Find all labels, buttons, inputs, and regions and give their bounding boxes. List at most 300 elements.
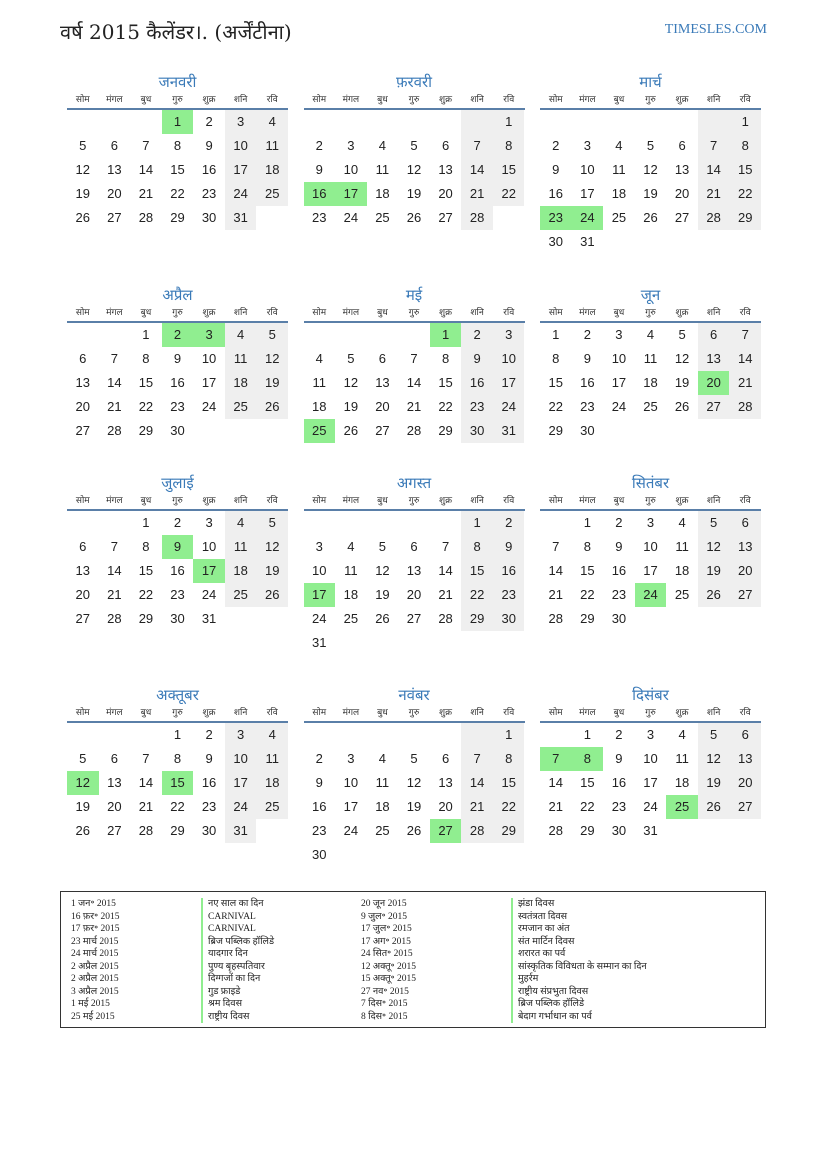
day-cell[interactable]: 20 (406, 587, 422, 602)
day-cell[interactable]: 29 (729, 206, 761, 230)
day-cell[interactable]: 22 (138, 399, 154, 414)
day-cell[interactable]: 8 (441, 351, 450, 366)
day-cell[interactable]: 18 (225, 559, 257, 583)
day-cell[interactable]: 1 (430, 323, 462, 347)
day-cell[interactable]: 30 (312, 847, 327, 862)
day-cell[interactable]: 1 (162, 110, 194, 134)
day-cell[interactable]: 8 (493, 134, 525, 158)
day-cell[interactable]: 28 (548, 611, 564, 626)
day-cell[interactable]: 19 (406, 799, 422, 814)
day-cell[interactable]: 11 (225, 347, 257, 371)
day-cell[interactable]: 11 (256, 747, 288, 771)
day-cell[interactable]: 23 (201, 186, 217, 201)
day-cell[interactable]: 20 (75, 587, 91, 602)
day-cell[interactable]: 28 (461, 206, 493, 230)
day-cell[interactable]: 16 (201, 775, 217, 790)
day-cell[interactable]: 4 (378, 138, 387, 153)
day-cell[interactable]: 23 (312, 210, 327, 225)
day-cell[interactable]: 18 (312, 399, 327, 414)
day-cell[interactable]: 24 (343, 210, 359, 225)
day-cell[interactable]: 28 (438, 611, 453, 626)
day-cell[interactable]: 14 (438, 563, 453, 578)
day-cell[interactable]: 8 (729, 134, 761, 158)
day-cell[interactable]: 13 (107, 162, 122, 177)
day-cell[interactable]: 10 (312, 563, 327, 578)
day-cell[interactable]: 17 (580, 186, 595, 201)
day-cell[interactable]: 15 (493, 771, 525, 795)
day-cell[interactable]: 11 (312, 375, 327, 390)
day-cell[interactable]: 24 (635, 583, 667, 607)
day-cell[interactable]: 22 (580, 587, 595, 602)
day-cell[interactable]: 27 (698, 395, 730, 419)
day-cell[interactable]: 19 (75, 186, 91, 201)
day-cell[interactable]: 20 (438, 799, 453, 814)
day-cell[interactable]: 13 (375, 375, 390, 390)
day-cell[interactable]: 3 (347, 138, 355, 153)
day-cell[interactable]: 25 (304, 419, 336, 443)
day-cell[interactable]: 6 (729, 511, 761, 535)
day-cell[interactable]: 26 (375, 611, 390, 626)
day-cell[interactable]: 4 (347, 539, 355, 554)
day-cell[interactable]: 3 (646, 515, 655, 530)
day-cell[interactable]: 15 (729, 158, 761, 182)
day-cell[interactable]: 6 (441, 751, 450, 766)
day-cell[interactable]: 25 (643, 399, 658, 414)
day-cell[interactable]: 13 (729, 747, 761, 771)
day-cell[interactable]: 21 (138, 186, 154, 201)
day-cell[interactable]: 9 (315, 775, 323, 790)
day-cell[interactable]: 4 (225, 511, 257, 535)
day-cell[interactable]: 12 (67, 771, 99, 795)
day-cell[interactable]: 22 (729, 182, 761, 206)
day-cell[interactable]: 15 (461, 559, 493, 583)
day-cell[interactable]: 8 (173, 751, 182, 766)
day-cell[interactable]: 12 (698, 747, 730, 771)
day-cell[interactable]: 16 (461, 371, 493, 395)
day-cell[interactable]: 22 (138, 587, 154, 602)
day-cell[interactable]: 27 (375, 423, 390, 438)
day-cell[interactable]: 10 (643, 751, 658, 766)
day-cell[interactable]: 31 (643, 823, 658, 838)
day-cell[interactable]: 22 (461, 583, 493, 607)
day-cell[interactable]: 23 (493, 583, 525, 607)
day-cell[interactable]: 16 (304, 182, 336, 206)
day-cell[interactable]: 14 (729, 347, 761, 371)
day-cell[interactable]: 14 (406, 375, 422, 390)
day-cell[interactable]: 12 (698, 535, 730, 559)
day-cell[interactable]: 5 (410, 751, 418, 766)
day-cell[interactable]: 27 (107, 823, 122, 838)
day-cell[interactable]: 3 (193, 323, 225, 347)
day-cell[interactable]: 17 (611, 375, 627, 390)
day-cell[interactable]: 16 (170, 563, 185, 578)
day-cell[interactable]: 7 (441, 539, 450, 554)
day-cell[interactable]: 23 (611, 587, 627, 602)
day-cell[interactable]: 21 (107, 399, 122, 414)
day-cell[interactable]: 24 (201, 399, 217, 414)
day-cell[interactable]: 11 (344, 563, 358, 578)
day-cell[interactable]: 20 (107, 799, 122, 814)
day-cell[interactable]: 5 (698, 723, 730, 747)
day-cell[interactable]: 1 (461, 511, 493, 535)
day-cell[interactable]: 19 (75, 799, 91, 814)
day-cell[interactable]: 19 (643, 186, 658, 201)
day-cell[interactable]: 10 (201, 351, 217, 366)
day-cell[interactable]: 30 (461, 419, 493, 443)
day-cell[interactable]: 1 (142, 515, 150, 530)
day-cell[interactable]: 21 (138, 799, 154, 814)
day-cell[interactable]: 25 (225, 395, 257, 419)
day-cell[interactable]: 17 (225, 158, 257, 182)
day-cell[interactable]: 20 (107, 186, 122, 201)
day-cell[interactable]: 8 (493, 747, 525, 771)
day-cell[interactable]: 21 (406, 399, 422, 414)
day-cell[interactable]: 15 (580, 563, 595, 578)
day-cell[interactable]: 24 (493, 395, 525, 419)
day-cell[interactable]: 20 (438, 186, 453, 201)
day-cell[interactable]: 13 (698, 347, 730, 371)
day-cell[interactable]: 24 (225, 182, 257, 206)
day-cell[interactable]: 2 (205, 727, 213, 742)
day-cell[interactable]: 3 (615, 327, 623, 342)
day-cell[interactable]: 1 (583, 515, 591, 530)
day-cell[interactable]: 22 (170, 799, 185, 814)
day-cell[interactable]: 26 (698, 795, 730, 819)
day-cell[interactable]: 9 (205, 138, 213, 153)
day-cell[interactable]: 28 (107, 423, 122, 438)
day-cell[interactable]: 27 (406, 611, 422, 626)
day-cell[interactable]: 31 (225, 819, 257, 843)
day-cell[interactable]: 6 (378, 351, 387, 366)
day-cell[interactable]: 18 (256, 771, 288, 795)
day-cell[interactable]: 12 (643, 162, 658, 177)
day-cell[interactable]: 31 (225, 206, 257, 230)
day-cell[interactable]: 18 (643, 375, 658, 390)
day-cell[interactable]: 16 (493, 559, 525, 583)
day-cell[interactable]: 31 (201, 611, 217, 626)
day-cell[interactable]: 24 (225, 795, 257, 819)
day-cell[interactable]: 28 (729, 395, 761, 419)
day-cell[interactable]: 19 (343, 399, 359, 414)
day-cell[interactable]: 15 (138, 375, 154, 390)
day-cell[interactable]: 29 (580, 823, 595, 838)
day-cell[interactable]: 21 (461, 182, 493, 206)
day-cell[interactable]: 22 (170, 186, 185, 201)
day-cell[interactable]: 3 (225, 723, 257, 747)
day-cell[interactable]: 26 (698, 583, 730, 607)
day-cell[interactable]: 21 (438, 587, 453, 602)
day-cell[interactable]: 27 (729, 795, 761, 819)
day-cell[interactable]: 24 (343, 823, 359, 838)
day-cell[interactable]: 23 (461, 395, 493, 419)
day-cell[interactable]: 22 (493, 182, 525, 206)
day-cell[interactable]: 7 (142, 751, 150, 766)
day-cell[interactable]: 2 (315, 751, 323, 766)
day-cell[interactable]: 4 (256, 110, 288, 134)
day-cell[interactable]: 18 (343, 587, 359, 602)
day-cell[interactable]: 26 (674, 399, 690, 414)
day-cell[interactable]: 17 (643, 775, 658, 790)
day-cell[interactable]: 26 (343, 423, 359, 438)
day-cell[interactable]: 15 (580, 775, 595, 790)
day-cell[interactable]: 30 (201, 210, 217, 225)
day-cell[interactable]: 2 (461, 323, 493, 347)
day-cell[interactable]: 1 (583, 727, 591, 742)
day-cell[interactable]: 28 (548, 823, 564, 838)
day-cell[interactable]: 11 (643, 351, 658, 366)
day-cell[interactable]: 3 (583, 138, 591, 153)
day-cell[interactable]: 24 (572, 206, 604, 230)
day-cell[interactable]: 6 (79, 351, 87, 366)
day-cell[interactable]: 10 (493, 347, 525, 371)
day-cell[interactable]: 7 (698, 134, 730, 158)
day-cell[interactable]: 18 (375, 799, 390, 814)
day-cell[interactable]: 18 (611, 186, 627, 201)
day-cell[interactable]: 4 (646, 327, 655, 342)
day-cell[interactable]: 5 (256, 323, 288, 347)
day-cell[interactable]: 13 (438, 162, 453, 177)
day-cell[interactable]: 4 (678, 727, 686, 742)
day-cell[interactable]: 17 (225, 771, 257, 795)
day-cell[interactable]: 25 (674, 587, 690, 602)
day-cell[interactable]: 9 (315, 162, 323, 177)
day-cell[interactable]: 7 (110, 351, 118, 366)
day-cell[interactable]: 31 (312, 635, 327, 650)
day-cell[interactable]: 26 (256, 583, 288, 607)
day-cell[interactable]: 7 (461, 747, 493, 771)
day-cell[interactable]: 30 (493, 607, 525, 631)
day-cell[interactable]: 10 (201, 539, 217, 554)
day-cell[interactable]: 2 (552, 138, 560, 153)
day-cell[interactable]: 2 (315, 138, 323, 153)
day-cell[interactable]: 15 (548, 375, 564, 390)
day-cell[interactable]: 9 (552, 162, 560, 177)
day-cell[interactable]: 11 (675, 539, 689, 554)
day-cell[interactable]: 29 (170, 823, 185, 838)
day-cell[interactable]: 25 (375, 823, 390, 838)
day-cell[interactable]: 9 (173, 351, 182, 366)
day-cell[interactable]: 9 (162, 535, 194, 559)
day-cell[interactable]: 2 (615, 727, 623, 742)
day-cell[interactable]: 8 (142, 539, 150, 554)
day-cell[interactable]: 20 (674, 186, 690, 201)
day-cell[interactable]: 3 (347, 751, 355, 766)
day-cell[interactable]: 15 (138, 563, 154, 578)
day-cell[interactable]: 23 (170, 587, 185, 602)
day-cell[interactable]: 7 (110, 539, 118, 554)
day-cell[interactable]: 19 (698, 771, 730, 795)
day-cell[interactable]: 30 (580, 423, 595, 438)
day-cell[interactable]: 27 (438, 210, 453, 225)
day-cell[interactable]: 11 (256, 134, 288, 158)
day-cell[interactable]: 30 (548, 234, 564, 249)
day-cell[interactable]: 27 (75, 611, 91, 626)
day-cell[interactable]: 27 (729, 583, 761, 607)
day-cell[interactable]: 2 (583, 327, 591, 342)
day-cell[interactable]: 16 (611, 563, 627, 578)
day-cell[interactable]: 5 (698, 511, 730, 535)
day-cell[interactable]: 30 (170, 423, 185, 438)
day-cell[interactable]: 31 (493, 419, 525, 443)
day-cell[interactable]: 21 (548, 587, 564, 602)
day-cell[interactable]: 29 (548, 423, 564, 438)
day-cell[interactable]: 14 (138, 775, 154, 790)
day-cell[interactable]: 5 (378, 539, 387, 554)
day-cell[interactable]: 7 (461, 134, 493, 158)
day-cell[interactable]: 30 (201, 823, 217, 838)
day-cell[interactable]: 3 (315, 539, 323, 554)
day-cell[interactable]: 26 (406, 210, 422, 225)
day-cell[interactable]: 25 (343, 611, 359, 626)
day-cell[interactable]: 27 (107, 210, 122, 225)
day-cell[interactable]: 10 (643, 539, 658, 554)
day-cell[interactable]: 12 (256, 347, 288, 371)
day-cell[interactable]: 19 (406, 186, 422, 201)
day-cell[interactable]: 14 (548, 563, 564, 578)
day-cell[interactable]: 21 (548, 799, 564, 814)
day-cell[interactable]: 25 (256, 182, 288, 206)
day-cell[interactable]: 1 (729, 110, 761, 134)
day-cell[interactable]: 17 (201, 375, 217, 390)
day-cell[interactable]: 24 (643, 799, 658, 814)
day-cell[interactable]: 14 (138, 162, 154, 177)
day-cell[interactable]: 26 (75, 210, 91, 225)
day-cell[interactable]: 13 (107, 775, 122, 790)
day-cell[interactable]: 10 (611, 351, 627, 366)
day-cell[interactable]: 21 (729, 371, 761, 395)
day-cell[interactable]: 25 (666, 795, 698, 819)
day-cell[interactable]: 2 (615, 515, 623, 530)
day-cell[interactable]: 21 (107, 587, 122, 602)
day-cell[interactable]: 5 (646, 138, 655, 153)
day-cell[interactable]: 6 (729, 723, 761, 747)
day-cell[interactable]: 4 (378, 751, 387, 766)
day-cell[interactable]: 8 (572, 747, 604, 771)
day-cell[interactable]: 16 (312, 799, 327, 814)
day-cell[interactable]: 28 (138, 210, 154, 225)
day-cell[interactable]: 22 (438, 399, 453, 414)
day-cell[interactable]: 7 (729, 323, 761, 347)
day-cell[interactable]: 29 (170, 210, 185, 225)
day-cell[interactable]: 19 (698, 559, 730, 583)
day-cell[interactable]: 29 (461, 607, 493, 631)
day-cell[interactable]: 9 (205, 751, 213, 766)
day-cell[interactable]: 1 (142, 327, 150, 342)
day-cell[interactable]: 10 (225, 134, 257, 158)
day-cell[interactable]: 23 (312, 823, 327, 838)
day-cell[interactable]: 9 (461, 347, 493, 371)
day-cell[interactable]: 18 (225, 371, 257, 395)
day-cell[interactable]: 25 (225, 583, 257, 607)
day-cell[interactable]: 27 (674, 210, 690, 225)
day-cell[interactable]: 8 (583, 539, 591, 554)
day-cell[interactable]: 20 (729, 559, 761, 583)
day-cell[interactable]: 12 (375, 563, 390, 578)
day-cell[interactable]: 4 (225, 323, 257, 347)
day-cell[interactable]: 18 (674, 775, 690, 790)
day-cell[interactable]: 4 (256, 723, 288, 747)
day-cell[interactable]: 23 (611, 799, 627, 814)
day-cell[interactable]: 13 (729, 535, 761, 559)
day-cell[interactable]: 3 (205, 515, 213, 530)
day-cell[interactable]: 9 (493, 535, 525, 559)
day-cell[interactable]: 21 (698, 182, 730, 206)
day-cell[interactable]: 20 (75, 399, 91, 414)
day-cell[interactable]: 11 (612, 162, 626, 177)
day-cell[interactable]: 30 (611, 823, 627, 838)
day-cell[interactable]: 29 (438, 423, 453, 438)
day-cell[interactable]: 29 (138, 611, 154, 626)
day-cell[interactable]: 9 (615, 539, 623, 554)
day-cell[interactable]: 4 (615, 138, 623, 153)
day-cell[interactable]: 8 (552, 351, 560, 366)
day-cell[interactable]: 7 (410, 351, 418, 366)
day-cell[interactable]: 4 (678, 515, 686, 530)
day-cell[interactable]: 3 (493, 323, 525, 347)
day-cell[interactable]: 6 (110, 138, 118, 153)
day-cell[interactable]: 19 (674, 375, 690, 390)
day-cell[interactable]: 9 (583, 351, 591, 366)
day-cell[interactable]: 22 (580, 799, 595, 814)
day-cell[interactable]: 19 (375, 587, 390, 602)
day-cell[interactable]: 12 (674, 351, 690, 366)
day-cell[interactable]: 26 (256, 395, 288, 419)
day-cell[interactable]: 2 (173, 515, 182, 530)
day-cell[interactable]: 25 (375, 210, 390, 225)
day-cell[interactable]: 15 (493, 158, 525, 182)
day-cell[interactable]: 28 (698, 206, 730, 230)
day-cell[interactable]: 8 (173, 138, 182, 153)
day-cell[interactable]: 4 (315, 351, 323, 366)
day-cell[interactable]: 28 (107, 611, 122, 626)
day-cell[interactable]: 18 (375, 186, 390, 201)
day-cell[interactable]: 14 (461, 771, 493, 795)
day-cell[interactable]: 16 (611, 775, 627, 790)
day-cell[interactable]: 16 (548, 186, 564, 201)
day-cell[interactable]: 15 (170, 162, 185, 177)
day-cell[interactable]: 28 (138, 823, 154, 838)
day-cell[interactable]: 5 (256, 511, 288, 535)
day-cell[interactable]: 17 (335, 182, 367, 206)
day-cell[interactable]: 1 (493, 723, 525, 747)
day-cell[interactable]: 12 (406, 162, 422, 177)
day-cell[interactable]: 14 (107, 563, 122, 578)
day-cell[interactable]: 13 (75, 375, 91, 390)
day-cell[interactable]: 8 (142, 351, 150, 366)
day-cell[interactable]: 2 (205, 114, 213, 129)
day-cell[interactable]: 7 (540, 747, 572, 771)
day-cell[interactable]: 26 (75, 823, 91, 838)
day-cell[interactable]: 25 (256, 795, 288, 819)
day-cell[interactable]: 17 (343, 799, 359, 814)
day-cell[interactable]: 5 (79, 138, 87, 153)
day-cell[interactable]: 10 (225, 747, 257, 771)
day-cell[interactable]: 17 (643, 563, 658, 578)
day-cell[interactable]: 18 (256, 158, 288, 182)
day-cell[interactable]: 17 (304, 583, 336, 607)
day-cell[interactable]: 11 (375, 162, 390, 177)
day-cell[interactable]: 2 (493, 511, 525, 535)
day-cell[interactable]: 10 (580, 162, 595, 177)
day-cell[interactable]: 14 (461, 158, 493, 182)
day-cell[interactable]: 27 (75, 423, 91, 438)
day-cell[interactable]: 10 (343, 162, 359, 177)
day-cell[interactable]: 13 (438, 775, 453, 790)
day-cell[interactable]: 21 (461, 795, 493, 819)
day-cell[interactable]: 28 (406, 423, 422, 438)
day-cell[interactable]: 30 (611, 611, 627, 626)
day-cell[interactable]: 5 (79, 751, 87, 766)
